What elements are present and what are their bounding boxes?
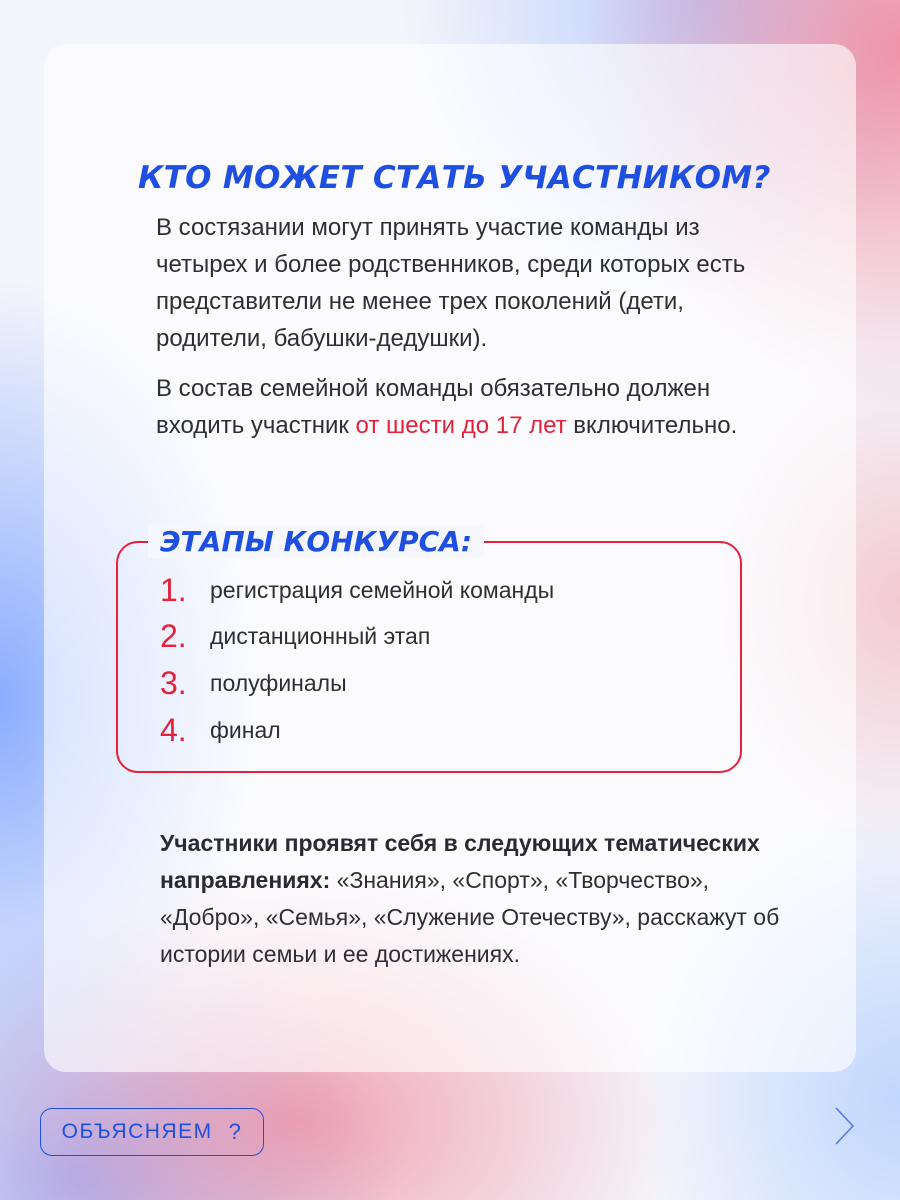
directions-lead: Участники проявят себя в следующих тематических направлениях: xyxy=(160,830,760,893)
stage-label: дистанционный этап xyxy=(210,622,431,649)
arrow-right-icon[interactable] xyxy=(712,1106,860,1146)
stage-label: регистрация семейной команды xyxy=(210,576,555,603)
directions-paragraph xyxy=(160,825,780,973)
stage-item xyxy=(160,710,281,750)
stage-number: 2. xyxy=(160,617,187,654)
directions-list: «Знания», «Спорт», «Творчество», «Добро», «Семья», «Служение Отечеству», расскажут об истории семьи и ее достижениях. xyxy=(160,867,780,967)
participants-paragraph: В состязании могут принять участие команды из четырех и более родственников, среди которых есть представители не менее трех поколений (дети, родители, бабушки-дедушки). xyxy=(156,214,746,352)
stage-number: 1. xyxy=(160,571,187,608)
explain-button-label: ОБЪЯСНЯЕМ xyxy=(61,1120,213,1143)
stage-item xyxy=(160,570,554,610)
stage-item xyxy=(160,663,347,703)
stages-heading: ЭТАПЫ КОНКУРСА: xyxy=(148,525,484,558)
stage-number: 4. xyxy=(160,711,187,748)
stage-label: финал xyxy=(210,716,281,743)
stage-number: 3. xyxy=(160,664,187,701)
stage-label: полуфиналы xyxy=(210,669,347,696)
question-icon: ? xyxy=(228,1119,243,1144)
age-range-highlight: от шести до 17 лет xyxy=(355,412,567,439)
age-text-before: В состав семейной команды обязательно должен входить участник xyxy=(156,375,711,439)
age-text-after: включительно. xyxy=(566,412,738,439)
age-requirement-paragraph xyxy=(156,370,796,444)
section-heading-participants: КТО МОЖЕТ СТАТЬ УЧАСТНИКОМ? xyxy=(138,160,771,196)
explain-button[interactable] xyxy=(40,1108,264,1156)
stage-item xyxy=(160,616,430,656)
